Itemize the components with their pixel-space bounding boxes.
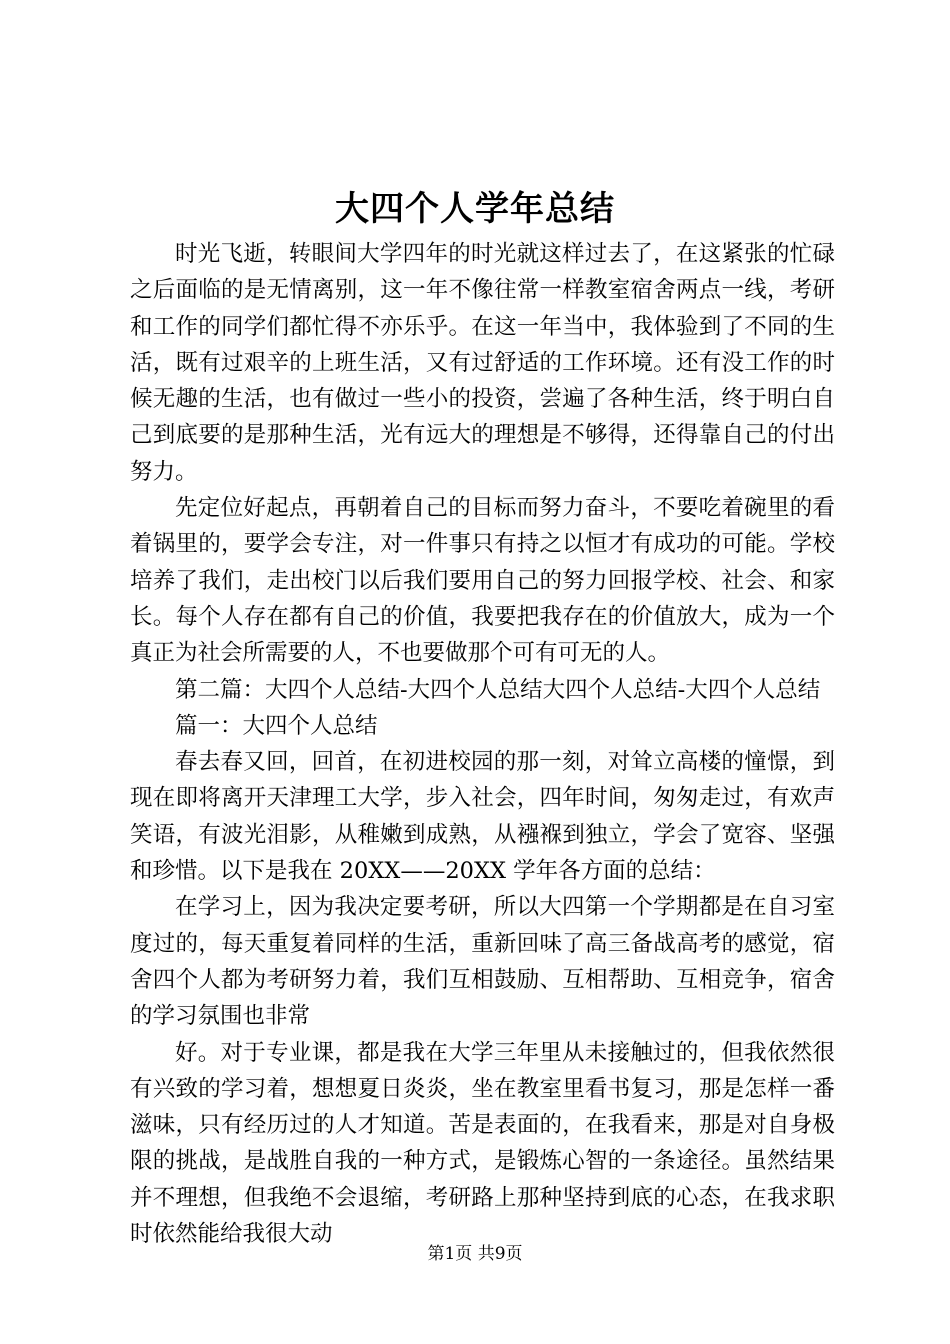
paragraph: 时光飞逝，转眼间大学四年的时光就这样过去了，在这紧张的忙碌之后面临的是无情离别，这一年不像往常一样教室宿舍两点一线，考研和工作的同学们都忙得不亦乐乎。在这一年当中，我体验到了不同的生活，既有过艰辛的上班生活，又有过舒适的工作环境。还有没工作的时候无趣的生活，也有做过一些小的投资，尝遍了各种生活，终于明白自己到底要的是那种生活，光有远大的理想是不够得，还得靠自己的付出努力。 bbox=[130, 241, 835, 485]
page-number-footer: 第1页 共9页 bbox=[427, 1244, 523, 1264]
document-body bbox=[130, 236, 835, 1252]
paragraph: 在学习上，因为我决定要考研，所以大四第一个学期都是在自习室度过的，每天重复着同样的生活，重新回味了高三备战高考的感觉，宿舍四个人都为考研努力着，我们互相鼓励、互相帮助、互相竞争，宿舍的学习氛围也非常 bbox=[130, 894, 835, 1030]
paragraph: 春去春又回，回首，在初进校园的那一刻，对耸立高楼的憧憬，到现在即将离开天津理工大学，步入社会，四年时间，匆匆走过，有欢声笑语，有波光泪影，从稚嫩到成熟，从襁褓到独立，学会了宽容、坚强和珍惜。以下是我在 20XX——20XX 学年各方面的总结： bbox=[130, 749, 835, 885]
section-heading: 第二篇：大四个人总结-大四个人总结大四个人总结-大四个人总结 bbox=[175, 676, 821, 703]
document-title: 大四个人学年总结 bbox=[335, 189, 615, 229]
paragraph: 好。对于专业课，都是我在大学三年里从未接触过的，但我依然很有兴致的学习着，想想夏日炎炎，坐在教室里看书复习，那是怎样一番滋味，只有经历过的人才知道。苦是表面的，在我看来，那是对自身极限的挑战，是战胜自我的一种方式，是锻炼心智的一条途径。虽然结果并不理想，但我绝不会退缩，考研路上那种坚持到底的心态，在我求职时依然能给我很大动 bbox=[130, 1039, 835, 1248]
subsection-heading: 篇一：大四个人总结 bbox=[175, 712, 378, 739]
paragraph: 先定位好起点，再朝着自己的目标而努力奋斗，不要吃着碗里的看着锅里的，要学会专注，对一件事只有持之以恒才有成功的可能。学校培养了我们，走出校门以后我们要用自己的努力回报学校、社会、和家长。每个人存在都有自己的价值，我要把我存在的价值放大，成为一个真正为社会所需要的人，不也要做那个可有可无的人。 bbox=[130, 495, 835, 667]
